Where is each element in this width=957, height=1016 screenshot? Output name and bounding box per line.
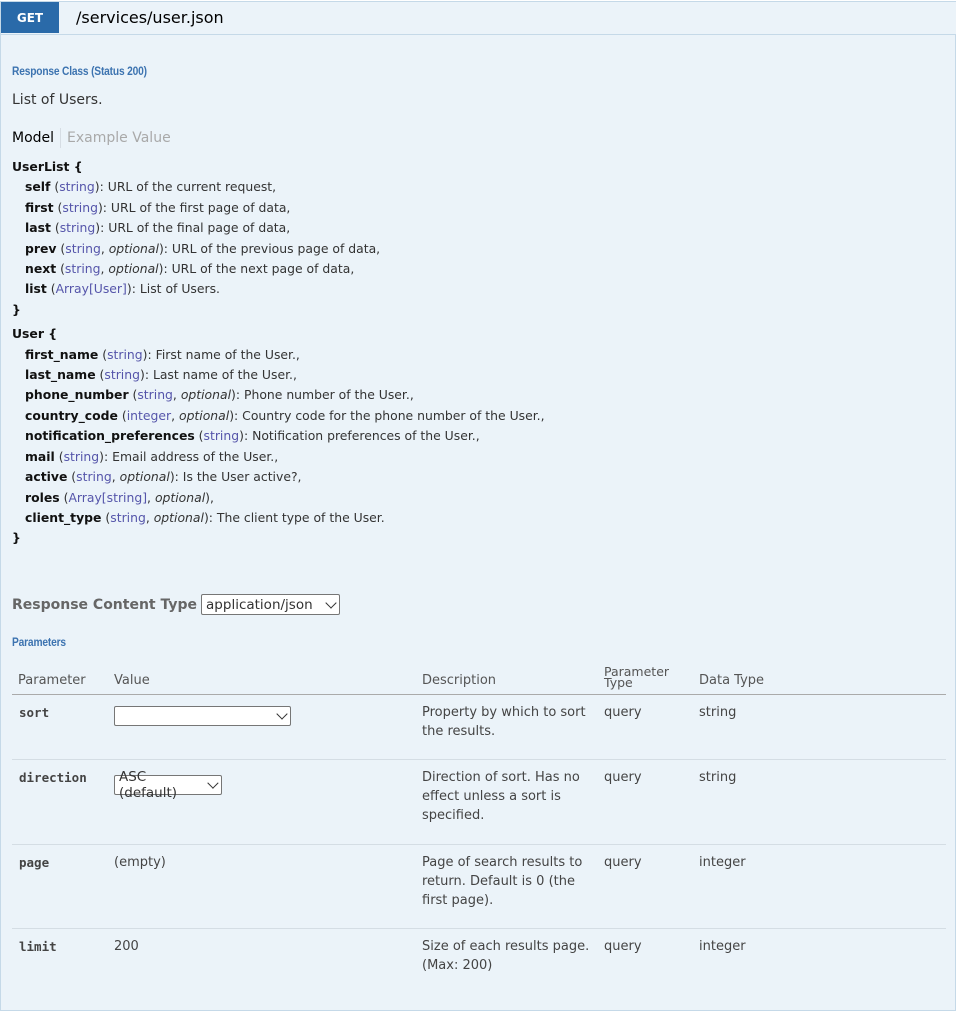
model-close: } — [12, 301, 21, 317]
col-header-value: Value — [108, 662, 416, 694]
operation-panel — [0, 1, 956, 1011]
field-type: Array[string] — [68, 489, 148, 505]
model-field: self (string): URL of the current request, — [25, 179, 277, 195]
operation-path[interactable]: /services/user.json — [76, 8, 224, 27]
chevron-down-icon — [208, 777, 219, 788]
field-description: URL of the first page of data, — [110, 199, 291, 215]
param-row-limit — [12, 928, 946, 991]
field-name: self — [25, 179, 51, 195]
field-description: The client type of the User. — [216, 509, 385, 525]
field-description: URL of the next page of data, — [171, 261, 355, 277]
http-method-badge[interactable]: GET — [1, 2, 59, 33]
field-type: string — [65, 240, 101, 256]
response-content-type-select[interactable] — [201, 594, 340, 615]
field-type: string — [104, 367, 140, 383]
response-content-type — [12, 594, 340, 615]
field-type: string — [110, 509, 146, 525]
field-type: string — [64, 261, 101, 277]
model-field: next (string, optional): URL of the next page of data, — [25, 261, 355, 277]
field-description: URL of the current request, — [107, 179, 277, 195]
chevron-down-icon — [276, 708, 287, 719]
model-field: last_name (string): Last name of the User., — [25, 367, 297, 383]
field-name: last — [25, 220, 51, 236]
model-field: client_type (string, optional): The client type of the User. — [25, 509, 385, 525]
operation-heading[interactable] — [1, 2, 956, 35]
field-type: integer — [126, 407, 172, 423]
model-field: country_code (integer, optional): Country code for the phone number of the User., — [25, 407, 545, 423]
field-name: mail — [25, 448, 55, 464]
param-type: query — [604, 938, 642, 954]
field-optional: optional — [119, 469, 170, 485]
field-name: roles — [25, 489, 60, 505]
user-model — [12, 324, 545, 548]
param-type: query — [598, 694, 693, 759]
field-name: client_type — [25, 509, 102, 525]
param-description: Direction of sort. Has no effect unless a sort is specified. — [416, 759, 598, 844]
field-name: active — [25, 469, 68, 485]
field-type: string — [137, 387, 173, 403]
field-name: country_code — [25, 407, 118, 423]
model-field: phone_number (string, optional): Phone number of the User., — [25, 387, 414, 403]
param-description: Size of each results page. (Max: 200) — [422, 938, 590, 973]
field-optional: optional — [154, 489, 206, 505]
model-field: active (string, optional): Is the User active?, — [25, 469, 302, 485]
field-optional: optional — [178, 407, 230, 423]
field-type: Array[User] — [55, 281, 127, 297]
model-field: first_name (string): First name of the User., — [25, 346, 300, 362]
chevron-down-icon — [325, 597, 336, 608]
tab-model[interactable]: Model — [12, 130, 55, 146]
col-header-data-type: Data Type — [693, 662, 946, 694]
field-description: Country code for the phone number of the User., — [242, 407, 545, 423]
field-optional: optional — [108, 261, 159, 277]
param-value-cell — [108, 694, 416, 759]
field-description: List of Users. — [139, 281, 220, 297]
field-description: URL of the previous page of data, — [171, 240, 381, 256]
model-field: roles (Array[string], optional), — [25, 489, 214, 505]
field-name: phone_number — [25, 387, 129, 403]
response-class-description: List of Users. — [12, 92, 103, 108]
userlist-model — [12, 157, 545, 320]
field-type: string — [107, 346, 143, 362]
col-header-parameter-type — [598, 662, 693, 694]
response-content-type-value: application/json — [206, 596, 313, 613]
param-type: query — [598, 759, 693, 844]
field-name: first_name — [25, 346, 99, 362]
field-type: string — [203, 428, 240, 444]
field-description: Email address of the User., — [112, 448, 279, 464]
model-close: } — [12, 530, 21, 546]
field-name: first — [25, 199, 54, 215]
param-name: page — [12, 844, 108, 928]
field-description: Is the User active?, — [182, 469, 302, 485]
model-tabs — [12, 128, 171, 148]
field-type: string — [63, 448, 100, 464]
param-data-type: integer — [693, 844, 946, 928]
param-data-type: string — [693, 759, 946, 844]
model-header: UserList { — [12, 159, 83, 174]
model-field: last (string): URL of the final page of data, — [25, 220, 291, 236]
tab-divider — [60, 128, 61, 148]
field-optional: optional — [153, 509, 204, 525]
param-value-cell — [108, 759, 416, 844]
parameters-table — [12, 662, 946, 991]
param-name: direction — [12, 759, 108, 844]
response-class-title: Response Class (Status 200) — [12, 64, 147, 78]
field-name: last_name — [25, 367, 96, 383]
field-type: string — [76, 469, 112, 485]
param-description: Property by which to sort the results. — [416, 694, 598, 759]
model-field: first (string): URL of the first page of data, — [25, 199, 291, 215]
field-description: URL of the final page of data, — [108, 220, 291, 236]
sort-select[interactable] — [114, 706, 291, 726]
param-name: limit — [19, 938, 57, 954]
col-header-parameter: Parameter — [12, 662, 108, 694]
field-optional: optional — [108, 240, 159, 256]
param-data-type: integer — [699, 938, 746, 954]
direction-select[interactable] — [114, 768, 222, 801]
param-data-type: string — [693, 694, 946, 759]
model-field: prev (string, optional): URL of the previous page of data, — [25, 240, 381, 256]
field-description: Last name of the User., — [152, 367, 297, 383]
param-row-direction — [12, 759, 946, 844]
param-row-page — [12, 844, 946, 928]
field-type: string — [59, 220, 96, 236]
field-name: next — [25, 261, 57, 277]
field-description: Phone number of the User., — [244, 387, 414, 403]
field-type: string — [62, 199, 98, 215]
response-content-type-label: Response Content Type — [12, 596, 198, 613]
param-name: sort — [12, 694, 108, 759]
model-field: list (Array[User]): List of Users. — [25, 281, 220, 297]
field-optional: optional — [180, 387, 232, 403]
tab-example-value[interactable]: Example Value — [67, 130, 171, 146]
model-field: notification_preferences (string): Notification preferences of the User., — [25, 428, 480, 444]
field-description: First name of the User., — [155, 346, 300, 362]
field-type: string — [59, 179, 95, 195]
field-name: list — [25, 281, 47, 297]
col-header-description: Description — [416, 662, 598, 694]
col-header-parameter-type-line2: Type — [604, 674, 633, 690]
field-name: notification_preferences — [25, 428, 195, 444]
model-header: User { — [12, 326, 58, 342]
param-row-sort — [12, 694, 946, 759]
field-description: Notification preferences of the User., — [252, 428, 480, 444]
page-value[interactable]: (empty) — [108, 844, 416, 928]
param-type: query — [598, 844, 693, 928]
model-signature — [12, 157, 545, 549]
limit-value[interactable]: 200 — [114, 938, 139, 954]
col-header-parameter-type-line1: Parameter — [604, 663, 670, 679]
param-description: Page of search results to return. Default is 0 (the first page). — [416, 844, 598, 928]
direction-select-value: ASC (default) — [119, 768, 178, 801]
model-field: mail (string): Email address of the User., — [25, 448, 279, 464]
field-name: prev — [25, 240, 57, 256]
parameters-title: Parameters — [12, 635, 66, 649]
